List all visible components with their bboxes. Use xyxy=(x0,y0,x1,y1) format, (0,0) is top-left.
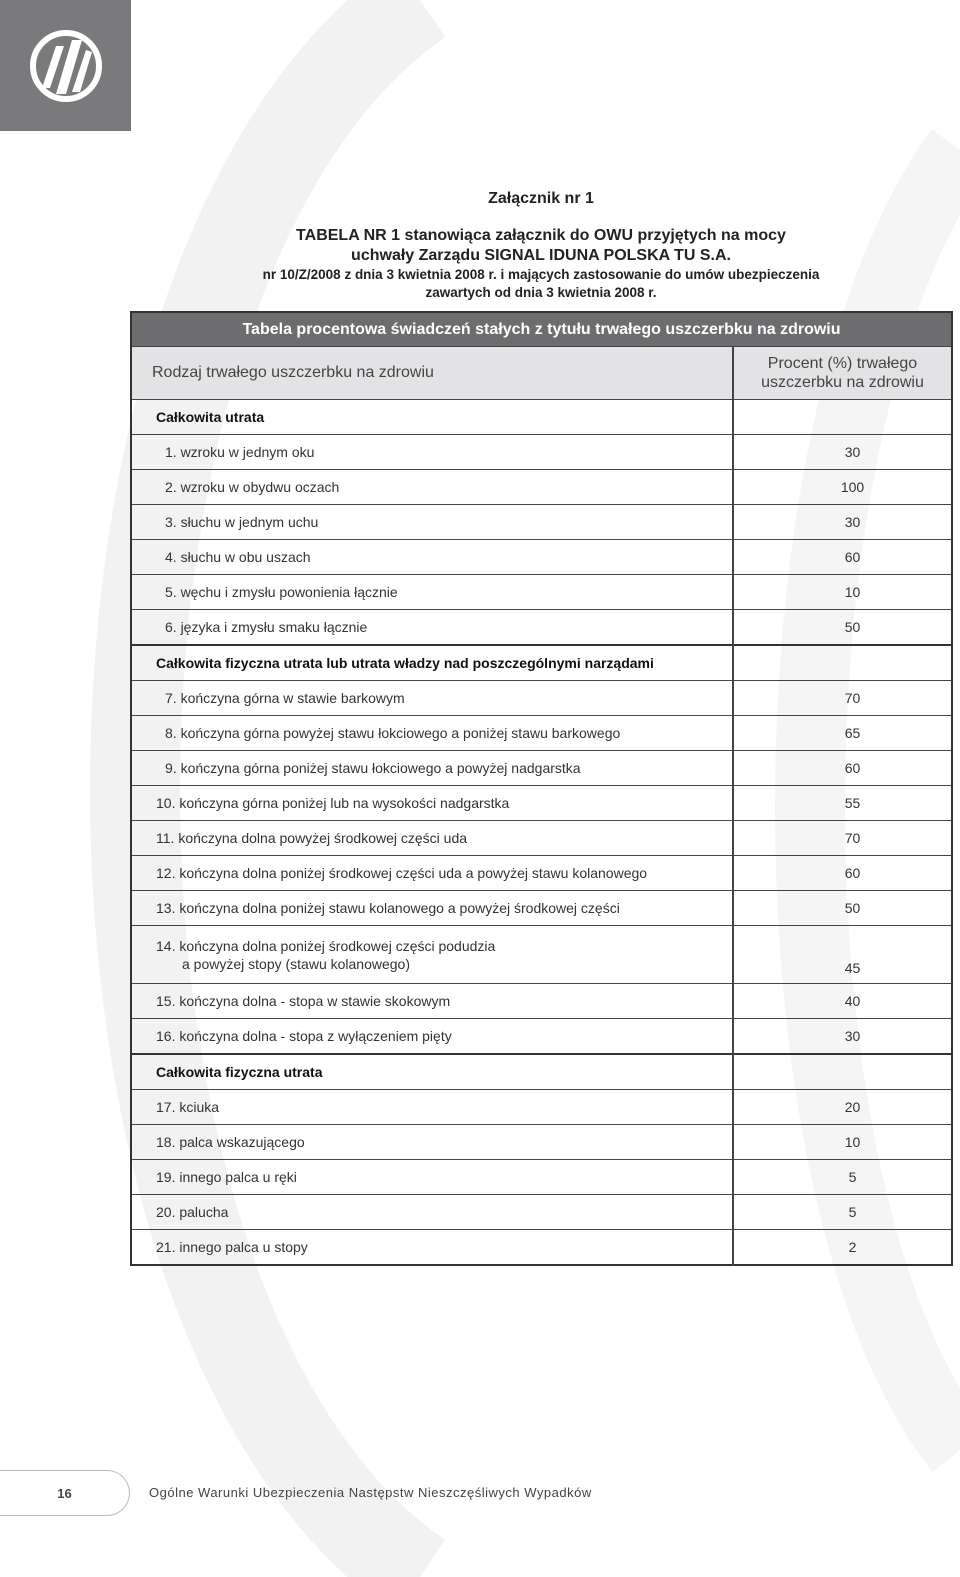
row-label xyxy=(131,926,733,984)
row-label: 18. palca wskazującego xyxy=(131,1125,733,1160)
column-header-type: Rodzaj trwałego uszczerbku na zdrowiu xyxy=(131,347,733,400)
table-row xyxy=(131,1125,952,1160)
table-row xyxy=(131,926,952,984)
row-label: 4. słuchu w obu uszach xyxy=(131,540,733,575)
row-value: 60 xyxy=(733,540,952,575)
row-label: 10. kończyna górna poniżej lub na wysokości nadgarstka xyxy=(131,786,733,821)
row-value: 40 xyxy=(733,984,952,1019)
footer-document-name: Ogólne Warunki Ubezpieczenia Następstw Nieszczęśliwych Wypadków xyxy=(149,1485,592,1500)
row-value: 70 xyxy=(733,821,952,856)
row-label: 7. kończyna górna w stawie barkowym xyxy=(131,681,733,716)
table-row xyxy=(131,1019,952,1055)
row-label: 12. kończyna dolna poniżej środkowej części uda a powyżej stawu kolanowego xyxy=(131,856,733,891)
section-title: Całkowita fizyczna utrata xyxy=(131,1054,733,1090)
table-row xyxy=(131,470,952,505)
row-value: 2 xyxy=(733,1230,952,1266)
table-row xyxy=(131,751,952,786)
row-label: 3. słuchu w jednym uchu xyxy=(131,505,733,540)
row-value: 45 xyxy=(733,926,952,984)
column-header-percent xyxy=(733,347,952,400)
row-value: 30 xyxy=(733,505,952,540)
table-row xyxy=(131,891,952,926)
column-header-percent-line1: Procent (%) trwałego xyxy=(767,355,918,372)
row-label-line1: 14. kończyna dolna poniżej środkowej części podudzia xyxy=(156,937,496,954)
page-number: 16 xyxy=(57,1485,72,1501)
table-row xyxy=(131,610,952,646)
row-value: 30 xyxy=(733,435,952,470)
row-value: 65 xyxy=(733,716,952,751)
table-row xyxy=(131,1090,952,1125)
table-row xyxy=(131,540,952,575)
row-label: 5. węchu i zmysłu powonienia łącznie xyxy=(131,575,733,610)
row-label: 16. kończyna dolna - stopa z wyłączeniem pięty xyxy=(131,1019,733,1055)
section-title: Całkowita fizyczna utrata lub utrata władzy nad poszczególnymi narządami xyxy=(131,645,733,681)
benefit-table xyxy=(130,311,953,1266)
row-value: 20 xyxy=(733,1090,952,1125)
table-header-row xyxy=(131,347,952,400)
table-row xyxy=(131,1230,952,1266)
row-value: 5 xyxy=(733,1160,952,1195)
row-label: 21. innego palca u stopy xyxy=(131,1230,733,1266)
signal-iduna-logo xyxy=(0,0,131,131)
row-value: 50 xyxy=(733,610,952,646)
page-number-badge xyxy=(0,1470,130,1516)
doc-subtitle-line2: zawartych od dnia 3 kwietnia 2008 r. xyxy=(425,285,657,300)
row-value: 60 xyxy=(733,751,952,786)
table-caption-row xyxy=(131,312,952,347)
document-header xyxy=(131,190,951,302)
row-value: 70 xyxy=(733,681,952,716)
row-label: 13. kończyna dolna poniżej stawu kolanowego a powyżej środkowej części xyxy=(131,891,733,926)
row-label: 20. palucha xyxy=(131,1195,733,1230)
column-header-percent-line2: uszczerbku na zdrowiu xyxy=(761,374,924,391)
row-value: 10 xyxy=(733,1125,952,1160)
row-value: 5 xyxy=(733,1195,952,1230)
doc-title-line1: TABELA NR 1 stanowiąca załącznik do OWU przyjętych na mocy xyxy=(296,227,786,244)
row-label: 9. kończyna górna poniżej stawu łokciowego a powyżej nadgarstka xyxy=(131,751,733,786)
row-value: 30 xyxy=(733,1019,952,1055)
row-value: 55 xyxy=(733,786,952,821)
doc-subtitle-line1: nr 10/Z/2008 z dnia 3 kwietnia 2008 r. i mających zastosowanie do umów ubezpieczenia xyxy=(262,267,820,282)
row-label: 15. kończyna dolna - stopa w stawie skokowym xyxy=(131,984,733,1019)
table-row xyxy=(131,505,952,540)
row-label-line2: a powyżej stopy (stawu kolanowego) xyxy=(182,955,411,972)
logo-mark-icon xyxy=(28,28,104,104)
section-header-row xyxy=(131,1054,952,1090)
row-label: 8. kończyna górna powyżej stawu łokciowego a poniżej stawu barkowego xyxy=(131,716,733,751)
row-value: 50 xyxy=(733,891,952,926)
row-value: 10 xyxy=(733,575,952,610)
table-row xyxy=(131,1160,952,1195)
section-header-row xyxy=(131,400,952,435)
table-row xyxy=(131,1195,952,1230)
section-title: Całkowita utrata xyxy=(131,400,733,435)
row-label: 6. języka i zmysłu smaku łącznie xyxy=(131,610,733,646)
table-row xyxy=(131,435,952,470)
table-row xyxy=(131,786,952,821)
table-row xyxy=(131,575,952,610)
section-header-row xyxy=(131,645,952,681)
row-value: 60 xyxy=(733,856,952,891)
table-row xyxy=(131,716,952,751)
table-row xyxy=(131,821,952,856)
row-label: 1. wzroku w jednym oku xyxy=(131,435,733,470)
table-row xyxy=(131,681,952,716)
row-label: 11. kończyna dolna powyżej środkowej części uda xyxy=(131,821,733,856)
row-label: 2. wzroku w obydwu oczach xyxy=(131,470,733,505)
table-row xyxy=(131,856,952,891)
row-label: 17. kciuka xyxy=(131,1090,733,1125)
table-caption: Tabela procentowa świadczeń stałych z tytułu trwałego uszczerbku na zdrowiu xyxy=(131,312,952,347)
table-row xyxy=(131,984,952,1019)
row-value: 100 xyxy=(733,470,952,505)
annex-title: Załącznik nr 1 xyxy=(488,190,594,207)
row-label: 19. innego palca u ręki xyxy=(131,1160,733,1195)
doc-title-line2: uchwały Zarządu SIGNAL IDUNA POLSKA TU S.A. xyxy=(351,247,731,264)
